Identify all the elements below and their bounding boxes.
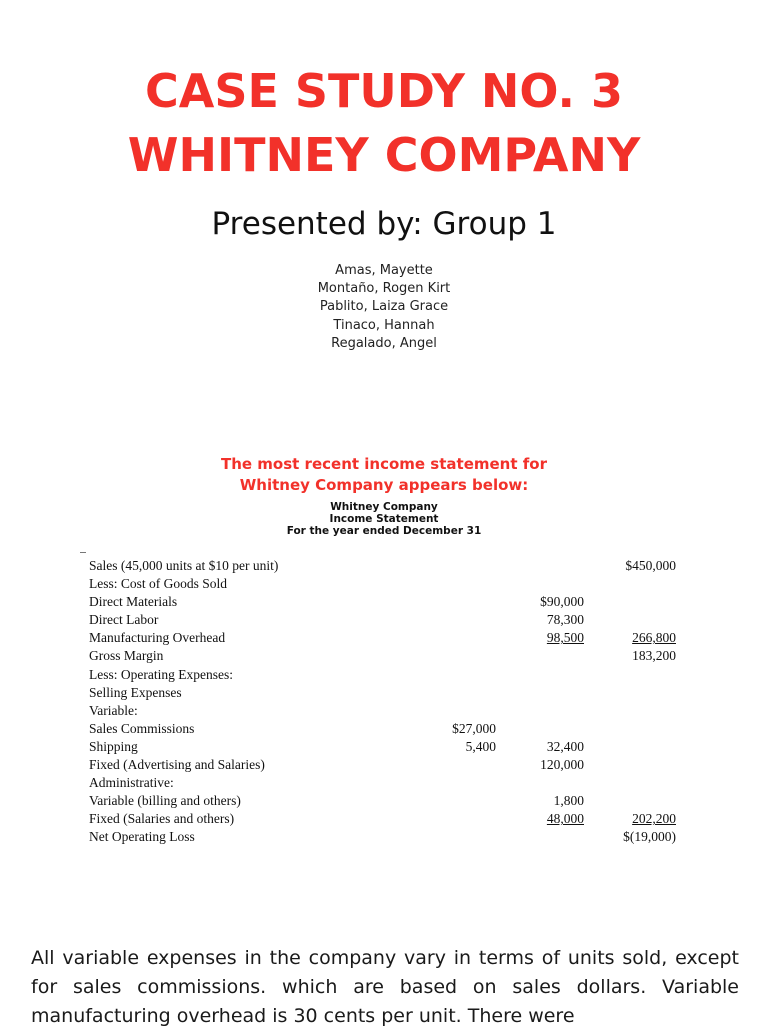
presented-by: Presented by: Group 1 — [211, 206, 557, 242]
statement-row — [0, 557, 768, 575]
statement-row — [0, 593, 768, 611]
statement-row — [0, 792, 768, 810]
row-label: Administrative: — [89, 775, 174, 791]
statement-name: Income Statement — [329, 513, 439, 525]
statement-row — [0, 720, 768, 738]
row-label: Fixed (Salaries and others) — [89, 811, 235, 827]
row-amount: $27,000 — [452, 720, 496, 736]
income-statement-table — [0, 557, 768, 847]
statement-header — [0, 501, 768, 537]
row-amount: 202,200 — [632, 811, 676, 827]
statement-row — [0, 684, 768, 702]
statement-row — [0, 774, 768, 792]
row-amount: $90,000 — [540, 594, 584, 610]
row-amount: 98,500 — [546, 630, 584, 646]
intro-heading — [0, 454, 768, 496]
row-label: Sales Commissions — [89, 720, 195, 736]
statement-row — [0, 756, 768, 774]
intro-line: The most recent income statement for — [221, 455, 547, 473]
member-name: Regalado, Angel — [331, 335, 437, 351]
row-amount: $450,000 — [625, 558, 676, 573]
row-label: Selling Expenses — [89, 684, 182, 700]
row-label: Sales (45,000 units at $10 per unit) — [89, 558, 279, 573]
row-label: Shipping — [89, 738, 138, 754]
row-amount: 1,800 — [553, 793, 584, 809]
row-amount: 48,000 — [546, 811, 584, 827]
row-amount: 5,400 — [465, 738, 496, 754]
row-amount: 32,400 — [546, 738, 584, 754]
row-label: Manufacturing Overhead — [89, 630, 226, 646]
row-amount: 78,300 — [546, 612, 584, 628]
statement-period: For the year ended December 31 — [286, 525, 482, 537]
row-amount: 120,000 — [540, 757, 584, 773]
member-name: Pablito, Laiza Grace — [319, 299, 449, 315]
intro-line: Whitney Company appears below: — [239, 476, 529, 494]
scan-mark — [80, 552, 86, 553]
row-label: Less: Cost of Goods Sold — [89, 576, 228, 592]
statement-row — [0, 828, 768, 846]
statement-row — [0, 666, 768, 684]
row-label: Net Operating Loss — [89, 829, 195, 845]
statement-row — [0, 575, 768, 593]
row-label: Variable: — [89, 702, 138, 718]
row-label: Variable (billing and others) — [89, 793, 241, 809]
statement-row — [0, 611, 768, 629]
row-label: Less: Operating Expenses: — [89, 666, 233, 682]
row-label: Gross Margin — [89, 648, 164, 664]
statement-row — [0, 810, 768, 828]
statement-company: Whitney Company — [330, 501, 438, 513]
row-label: Direct Labor — [89, 612, 159, 628]
statement-row — [0, 702, 768, 720]
member-list — [0, 262, 768, 353]
statement-row — [0, 629, 768, 647]
row-label: Fixed (Advertising and Salaries) — [89, 757, 265, 773]
case-study-title: CASE STUDY NO. 3 — [144, 64, 624, 118]
row-amount: $(19,000) — [623, 829, 676, 845]
row-label: Direct Materials — [89, 594, 178, 610]
member-name: Tinaco, Hannah — [333, 317, 435, 333]
company-title: WHITNEY COMPANY — [127, 128, 641, 182]
member-name: Montaño, Rogen Kirt — [317, 281, 451, 297]
row-amount: 266,800 — [632, 630, 676, 646]
row-amount: 183,200 — [632, 648, 676, 664]
statement-row — [0, 647, 768, 665]
member-name: Amas, Mayette — [335, 263, 433, 278]
statement-row — [0, 738, 768, 756]
body-paragraph: All variable expenses in the company vary in terms of units sold, except for sales commissions. which are based on sales dollars. Variable manufacturing overhead is 30 cents per unit. There were — [31, 947, 739, 1027]
